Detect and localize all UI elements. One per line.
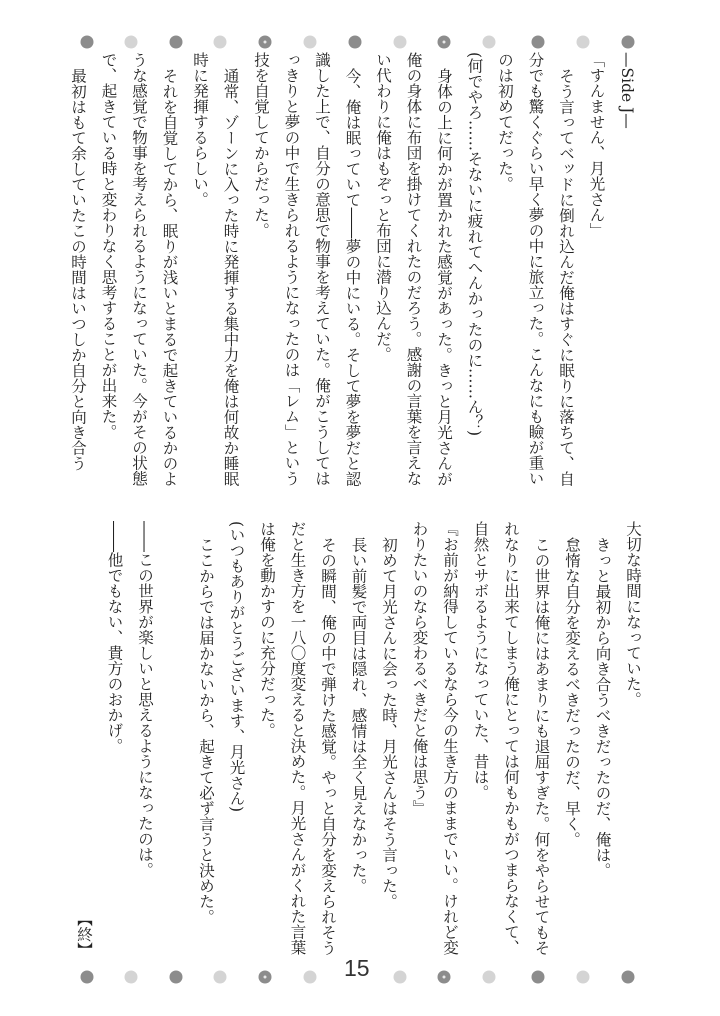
text-line: (何でやろ……そないに疲れてへんかったのに……ん？) [465, 52, 484, 437]
text-line: 初めて月光さんに会った時、月光さんはそう言った。 [380, 536, 398, 909]
dot-ornament [483, 971, 496, 984]
text-line: 大切な時間になっていた。 [624, 521, 642, 707]
blank-line [160, 521, 191, 957]
text-line: は俺を動かすのに充分だった。 [258, 521, 276, 738]
text-line: 通常、ゾーンに入った時に発揮する集中力を俺は何故か睡眠 [221, 67, 240, 486]
text-line: だと生き方を一八〇度変えると決めた。月光さんがくれた言葉 [288, 521, 307, 955]
dot-ornament [577, 971, 590, 984]
dot-ornament [394, 36, 407, 49]
dot-ornament [259, 971, 272, 984]
dot-ornament [304, 36, 317, 49]
text-line: それを自覚してから、眠りが浅いとまるで起きているかのよ [160, 67, 179, 486]
dot-ornament [438, 971, 451, 984]
text-line: 識した上で、自分の意思で物事を考えていた。俺がこうしては [313, 52, 331, 486]
dot-ornament [622, 971, 635, 984]
text-line: きっと最初から向き合うべきだったのだ、俺は。 [593, 536, 612, 878]
text-line: 時に発揮するらしい。 [191, 52, 209, 207]
section-heading: —Side J— [618, 52, 636, 129]
dot-ornament [170, 36, 183, 49]
top-text-tier [62, 52, 642, 488]
dot-ornament [214, 36, 227, 49]
text-line: そう言ってベッドに倒れ込んだ俺はすぐに眠りに落ちて、自 [557, 67, 575, 486]
dot-ornament [259, 36, 272, 49]
text-line: 長い前髪で両目は隠れ、感情は全く見えなかった。 [349, 536, 368, 893]
text-line: のは初めてだった。 [496, 52, 514, 192]
dot-ornament [438, 36, 451, 49]
closing-line: ――他でもない、貴方のおかげ。 [105, 521, 124, 754]
text-line: 今、俺は眠っていて――夢の中にいる。そして夢を夢だと認 [343, 67, 362, 486]
text-line: 技を自覚してからだった。 [252, 52, 270, 238]
text-line: 俺の身体に布団を掛けてくれたのだろう。感謝の言葉を言えな [404, 52, 423, 486]
text-line: その瞬間、俺の中で弾けた感覚。やっと自分を変えられそう [319, 536, 337, 955]
dot-ornament [81, 36, 94, 49]
text-line: で、起きている時と変わりなく思考することが出来た。 [99, 52, 118, 440]
dot-ornament [622, 36, 635, 49]
text-line: れなりに出来てしまう俺にとっては何もかもがつまらなくて、 [502, 521, 520, 955]
text-line: わりたいのなら変わるべきだと俺は思う』 [410, 521, 429, 816]
dot-ornament [532, 36, 545, 49]
page-number: 15 [344, 955, 370, 981]
text-line: ここからでは届かないから、起きて必ず言うと決めた。 [197, 536, 215, 924]
text-line: 分でも驚くぐらい早く夢の中に旅立った。こんなにも瞼が重い [526, 52, 545, 486]
dot-ornament [349, 36, 362, 49]
dot-ornament [170, 971, 183, 984]
text-line: (いつもありがとうございます、月光さん) [227, 521, 246, 813]
text-line: っきりと夢の中で生きられるようになったのは「レム」という [282, 52, 301, 486]
dot-ornament [577, 36, 590, 49]
text-line: 「すんません、月光さん」 [587, 52, 606, 238]
bottom-text-tier [68, 521, 648, 957]
text-line: この世界は俺にはあまりにも退屈すぎた。何をやらせてもそ [532, 536, 551, 955]
dot-ornament [125, 971, 138, 984]
dot-ornament [304, 971, 317, 984]
top-dot-border [0, 35, 720, 49]
dot-ornament [214, 971, 227, 984]
dot-ornament [81, 971, 94, 984]
closing-line: ――この世界が楽しいと思えるようになったのは。 [136, 521, 154, 878]
end-mark: 【終】 [75, 910, 93, 957]
text-line: 『お前が納得しているなら今の生き方のままでいい。けれど変 [441, 521, 459, 955]
dot-ornament [532, 971, 545, 984]
text-line: 最初はもて余していたこの時間はいつしか自分と向き合う [69, 67, 87, 471]
dot-ornament [125, 36, 138, 49]
text-line: 自然とサボるようになっていた、昔は。 [471, 521, 490, 800]
text-line: い代わりに俺はもぞっと布団に潜り込んだ。 [374, 52, 392, 362]
dot-ornament [483, 36, 496, 49]
text-line: 怠惰な自分を変えるべきだったのだ、早く。 [563, 536, 581, 847]
dot-ornament [394, 971, 407, 984]
text-line: 身体の上に何かが置かれた感覚があった。きっと月光さんが [435, 67, 453, 486]
text-line: うな感覚で物事を考えられるようになっていた。今がその状態 [130, 52, 148, 486]
